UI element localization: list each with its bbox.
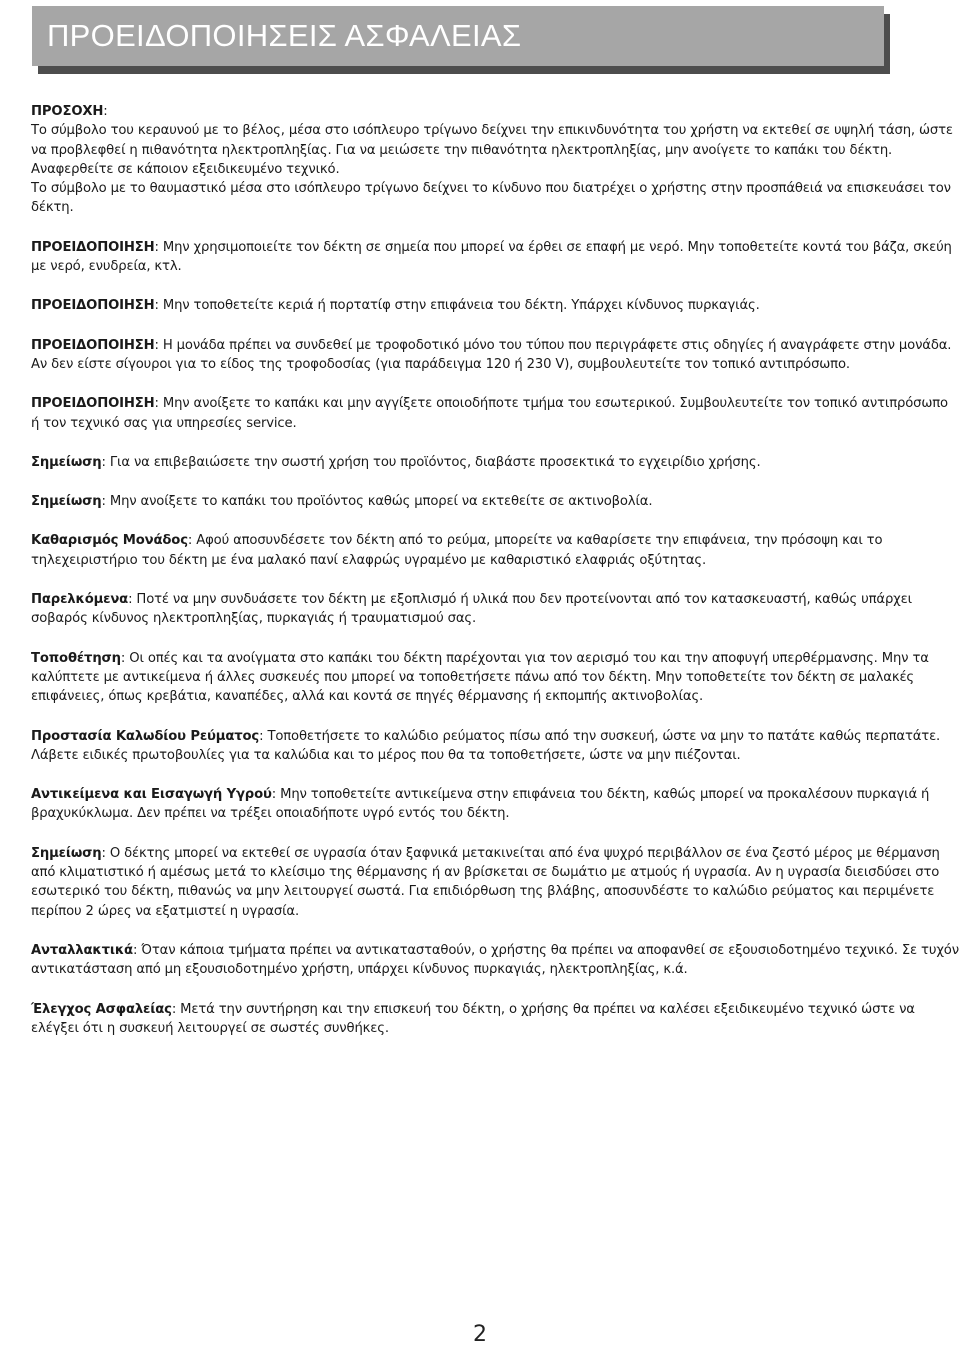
section-text: : Για να επιβεβαιώσετε την σωστή χρήση του προϊόντος, διαβάστε προσεκτικά το εγχειρίδιο χρήσης.	[101, 454, 761, 470]
section-text: : Ο δέκτης μπορεί να εκτεθεί σε υγρασία όταν ξαφνικά μετακινείται από ένα ψυχρό περιβάλλον σε ένα ζεστό μέρος με θέρμανση από κλιματιστικό ή αμέσως μετά το κλείσιμο της θέρμανσης ή αν βρίσκεται σε δωμάτιο με ατμούς ή υγρασία. Αν η υγρασία διεισδύσει στο εσωτερικό του δέκτη, πιθανώς να μην λειτουργεί σωστά. Για επιδιόρθωση της βλάβης, αποσυνδέστε το καλώδιο ρεύματος και περιμένετε περίπου 2 ώρες να εξατμιστεί η υγρασία.	[31, 845, 940, 919]
page-number: 2	[473, 1322, 487, 1347]
section-text: : Ποτέ να μην συνδυάσετε τον δέκτη με εξοπλισμό ή υλικά που δεν προτείνονται από τον κατασκευαστή, καθώς υπάρχει σοβαρός κίνδυνος ηλεκτροπληξίας, πυρκαγιάς ή τραυματισμού σας.	[31, 592, 912, 627]
warning-water	[31, 238, 959, 277]
section-label: Παρελκόμενα	[31, 592, 129, 608]
page-title: ΠΡΟΕΙΔΟΠΟΙΗΣΕΙΣ ΑΣΦΑΛΕΙΑΣ	[47, 18, 522, 53]
objects-liquid-section	[31, 785, 959, 824]
caution-separator: :	[103, 104, 108, 119]
section-text: : Τοποθετήσετε το καλώδιο ρεύματος πίσω από την συσκευή, ώστε να μην το πατάτε καθώς περπατάτε. Λάβετε ειδικές πρωτοβουλίες για τα καλώδια και το μέρος που θα τα τοποθετήσετε, ώστε να μην πιέζονται.	[31, 728, 941, 763]
section-text: : Μην χρησιμοποιείτε τον δέκτη σε σημεία που μπορεί να έρθει σε επαφή με νερό. Μην τοποθετείτε κοντά του βάζα, σκεύη με νερό, ενυδρεία, κτλ.	[31, 239, 952, 275]
caution-label: ΠΡΟΣΟΧΗ	[31, 104, 104, 119]
section-text: : Οι οπές και τα ανοίγματα στο καπάκι του δέκτη παρέχονται για τον αερισμό του και την αποφυγή υπερθέρμανσης. Μην τα καλύπτετε με αντικείμενα ή άλλες συσκευές που μπορεί να τοποθετήσετε πάνω από τον δέκτη. Μην τοποθετείτε τον δέκτη σε μαλακές επιφάνειες, όπως κρεβάτια, καναπέδες, αλλά και κοντά σε πηγές θέρμανσης ή εκπομπής ακτινοβολίας.	[31, 650, 929, 705]
safety-warnings-body	[31, 102, 959, 1058]
spare-parts-section	[31, 941, 959, 980]
section-text: : Αφού αποσυνδέσετε τον δέκτη από το ρεύμα, μπορείτε να καθαρίσετε την επιφάνεια, την πρόσοψη και το τηλεχειριστήριο του δέκτη με ένα μαλακό πανί ελαφρώς υγραμένο με καθαριστικό ελαφριάς οξύτητας.	[31, 533, 883, 568]
section-label: Σημείωση	[31, 494, 102, 510]
section-label: Σημείωση	[31, 454, 102, 470]
accessories-section	[31, 590, 959, 629]
section-label: Προστασία Καλωδίου Ρεύματος	[31, 728, 260, 744]
section-label: Τοποθέτηση	[31, 650, 121, 666]
caution-text-lightning: Το σύμβολο του κεραυνού με το βέλος, μέσα στο ισόπλευρο τρίγωνο δείχνει την επικινδυνότητα του χρήστη να εκτεθεί σε υψηλή τάση, ώστε να προβλεφθεί η πιθανότητα ηλεκτροπληξίας. Για να μειώσετε την πιθανότητα ηλεκτροπληξίας, μην ανοίγετε το καπάκι του δέκτη. Αναφερθείτε σε κάποιον εξειδικευμένο τεχνικό.	[31, 123, 953, 177]
cleaning-section	[31, 531, 959, 570]
safety-check-section	[31, 1000, 959, 1039]
section-label: ΠΡΟΕΙΔΟΠΟΙΗΣΗ	[31, 239, 155, 255]
section-label: Ανταλλακτικά	[31, 942, 133, 958]
title-banner	[32, 6, 884, 66]
section-text: : Μην ανοίξετε το καπάκι και μην αγγίξετε οποιοδήποτε τμήμα του εσωτερικού. Συμβουλευτείτε τον τοπικό αντιπρόσωπο ή τον τεχνικό σας για υπηρεσίες service.	[31, 396, 948, 431]
section-text: : Μετά την συντήρηση και την επισκευή του δέκτη, ο χρήσης θα πρέπει να καλέσει εξειδικευμένο τεχνικό ώστε να ελέγξει ότι η συσκευή λειτουργεί σε σωστές συνθήκες.	[31, 1001, 915, 1036]
placement-section	[31, 649, 959, 707]
section-label: Αντικείμενα και Εισαγωγή Υγρού	[31, 787, 272, 803]
power-cord-section	[31, 727, 959, 766]
note-manual	[31, 453, 959, 472]
warning-candles	[31, 296, 959, 315]
note-moisture	[31, 844, 959, 921]
section-text: : Μην τοποθετείτε κεριά ή πορτατίφ στην επιφάνεια του δέκτη. Υπάρχει κίνδυνος πυρκαγιάς.	[154, 298, 760, 314]
warning-cover	[31, 394, 959, 433]
section-label: ΠΡΟΕΙΔΟΠΟΙΗΣΗ	[31, 396, 155, 412]
warning-power-supply	[31, 336, 959, 375]
section-text: : Μην ανοίξετε το καπάκι του προϊόντος καθώς μπορεί να εκτεθείτε σε ακτινοβολία.	[101, 494, 653, 510]
section-label: ΠΡΟΕΙΔΟΠΟΙΗΣΗ	[31, 337, 155, 353]
section-label: Καθαρισμός Μονάδος	[31, 533, 188, 549]
section-label: Σημείωση	[31, 845, 102, 861]
caution-text-exclamation: Το σύμβολο με το θαυμαστικό μέσα στο ισόπλευρο τρίγωνο δείχνει το κίνδυνο που διατρέχει ο χρήστης στην προσπάθειά να επισκευάσει τον δέκτη.	[31, 181, 951, 216]
caution-heading	[31, 102, 959, 121]
section-text: : Όταν κάποια τμήματα πρέπει να αντικατασταθούν, ο χρήστης θα πρέπει να αποφανθεί σε εξουσιοδοτημένο τεχνικό. Σε τυχόν αντικατάσταση από μη εξουσιοδοτημένο χρήστη, υπάρχει κίνδυνος πυρκαγιάς, ηλεκτροπληξίας, κ.ά.	[31, 942, 959, 978]
note-radiation	[31, 492, 959, 511]
section-text: : Η μονάδα πρέπει να συνδεθεί με τροφοδοτικό μόνο του τύπου που περιγράφετε στις οδηγίες ή αναγράφετε στην μονάδα. Αν δεν είστε σίγουροι για το είδος της τροφοδοσίας (για παράδειγμα 120 ή 230 V), συμβουλευτείτε τον τοπικό αντιπρόσωπο.	[31, 337, 952, 372]
section-text: : Μην τοποθετείτε αντικείμενα στην επιφάνεια του δέκτη, καθώς μπορεί να προκαλέσουν πυρκαγιά ή βραχυκύκλωμα. Δεν πρέπει να τρέξει οποιαδήποτε υγρό εντός του δέκτη.	[31, 787, 930, 822]
section-label: ΠΡΟΕΙΔΟΠΟΙΗΣΗ	[31, 298, 155, 314]
caution-section	[31, 102, 959, 218]
section-label: Έλεγχος Ασφαλείας	[31, 1001, 172, 1017]
